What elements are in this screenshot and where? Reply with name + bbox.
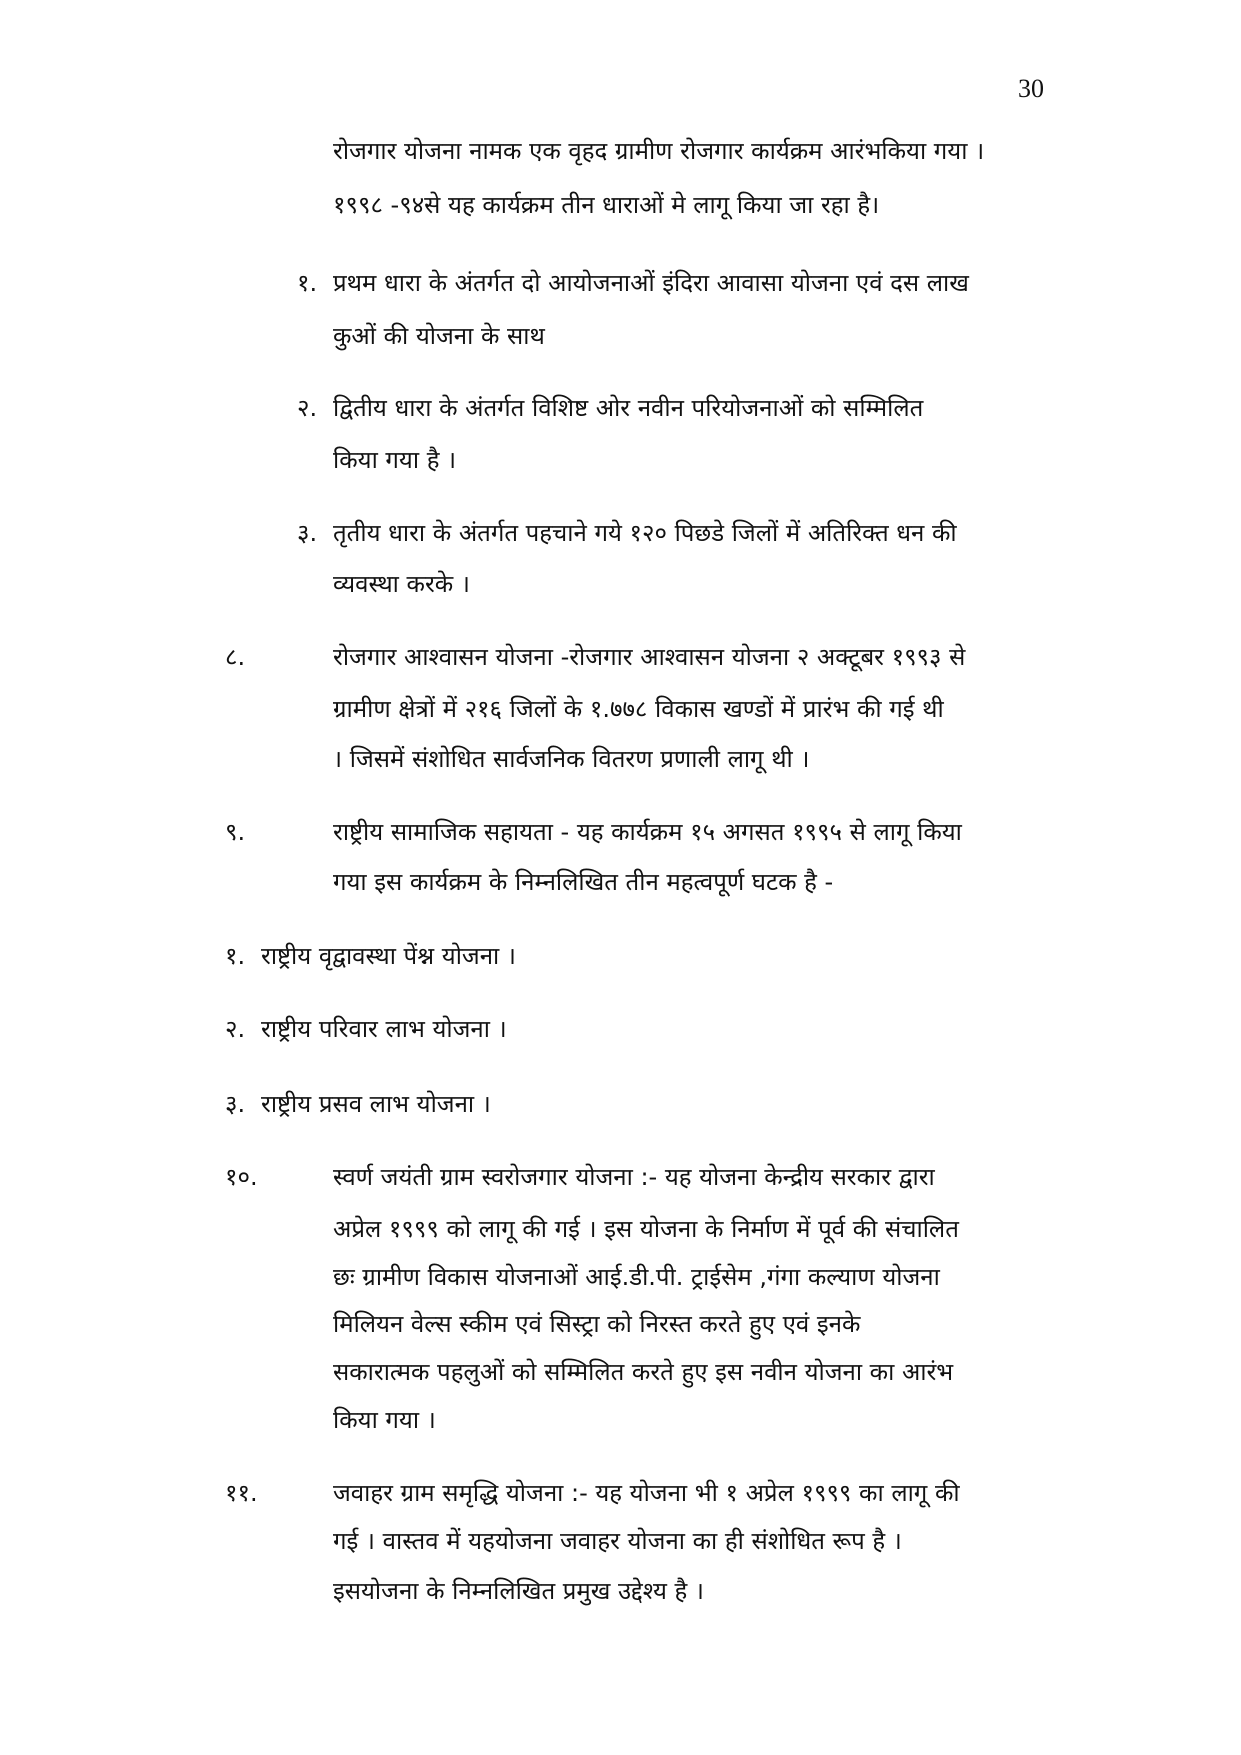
item11-line: जवाहर ग्राम समृद्धि योजना :- यह योजना भी १ अप्रेल १९९९ का लागू की xyxy=(333,1479,960,1507)
item9-line: राष्ट्रीय सामाजिक सहायता - यह कार्यक्रम १५ अगसत १९९५ से लागू किया xyxy=(333,818,962,846)
stream-line: किया गया है । xyxy=(333,446,457,474)
stream-number: २. xyxy=(297,394,318,422)
item10-line: किया गया । xyxy=(333,1406,436,1434)
stream-line: व्यवस्था करके । xyxy=(333,570,470,598)
stream-line: प्रथम धारा के अंतर्गत दो आयोजनाओं इंदिरा आवासा योजना एवं दस लाख xyxy=(333,269,969,297)
stream-line: कुओं की योजना के साथ xyxy=(333,322,545,350)
stream-number: ३. xyxy=(297,519,318,547)
stream-number: १. xyxy=(297,269,318,297)
item-number: ८. xyxy=(225,643,246,671)
component-text: राष्ट्रीय परिवार लाभ योजना । xyxy=(261,1015,507,1043)
component-text: राष्ट्रीय वृद्वावस्था पेंश्न योजना । xyxy=(261,942,516,970)
item-number: ११. xyxy=(225,1479,258,1507)
item8-line: । जिसमें संशोधित सार्वजनिक वितरण प्रणाली लागू थी । xyxy=(333,745,810,773)
item11-line: इसयोजना के निम्नलिखित प्रमुख उद्देश्य है । xyxy=(333,1577,705,1605)
component-number: ३. xyxy=(225,1090,246,1118)
intro-line: रोजगार योजना नामक एक वृहद ग्रामीण रोजगार कार्यक्रम आरंभकिया गया । xyxy=(333,137,985,165)
item10-line: सकारात्मक पहलुओं को सम्मिलित करते हुए इस नवीन योजना का आरंभ xyxy=(333,1358,954,1386)
item8-line: रोजगार आश्वासन योजना -रोजगार आश्वासन योजना २ अक्टूबर १९९३ से xyxy=(333,643,966,671)
item9-line: गया इस कार्यक्रम के निम्नलिखित तीन महत्वपूर्ण घटक है - xyxy=(333,868,834,896)
item10-line: स्वर्ण जयंती ग्राम स्वरोजगार योजना :- यह योजना केन्द्रीय सरकार द्वारा xyxy=(333,1163,935,1191)
intro-line: १९९८ -९४से यह कार्यक्रम तीन धाराओं मे लागू किया जा रहा है। xyxy=(333,191,880,219)
item8-line: ग्रामीण क्षेत्रों में २१६ जिलों के १.७७८ विकास खण्डों में प्रारंभ की गई थी xyxy=(333,695,944,723)
stream-line: तृतीय धारा के अंतर्गत पहचाने गये १२० पिछडे जिलों में अतिरिक्त धन की xyxy=(333,519,957,547)
item10-line: मिलियन वेल्स स्कीम एवं सिस्ट्रा को निरस्त करते हुए एवं इनके xyxy=(333,1310,861,1338)
component-number: १. xyxy=(225,942,246,970)
item10-line: अप्रेल १९९९ को लागू की गई । इस योजना के निर्माण में पूर्व की संचालित xyxy=(333,1215,959,1243)
stream-line: द्वितीय धारा के अंतर्गत विशिष्ट ओर नवीन परियोजनाओं को सम्मिलित xyxy=(333,394,924,422)
page-number: 30 xyxy=(1018,74,1044,103)
item11-line: गई । वास्तव में यहयोजना जवाहर योजना का ही संशोधित रूप है । xyxy=(333,1527,902,1555)
component-text: राष्ट्रीय प्रसव लाभ योजना । xyxy=(261,1090,491,1118)
item-number: ९. xyxy=(225,818,246,846)
item-number: १०. xyxy=(225,1163,258,1191)
item10-line: छः ग्रामीण विकास योजनाओं आई.डी.पी. ट्राईसेम ,गंगा कल्याण योजना xyxy=(333,1263,940,1291)
component-number: २. xyxy=(225,1015,246,1043)
